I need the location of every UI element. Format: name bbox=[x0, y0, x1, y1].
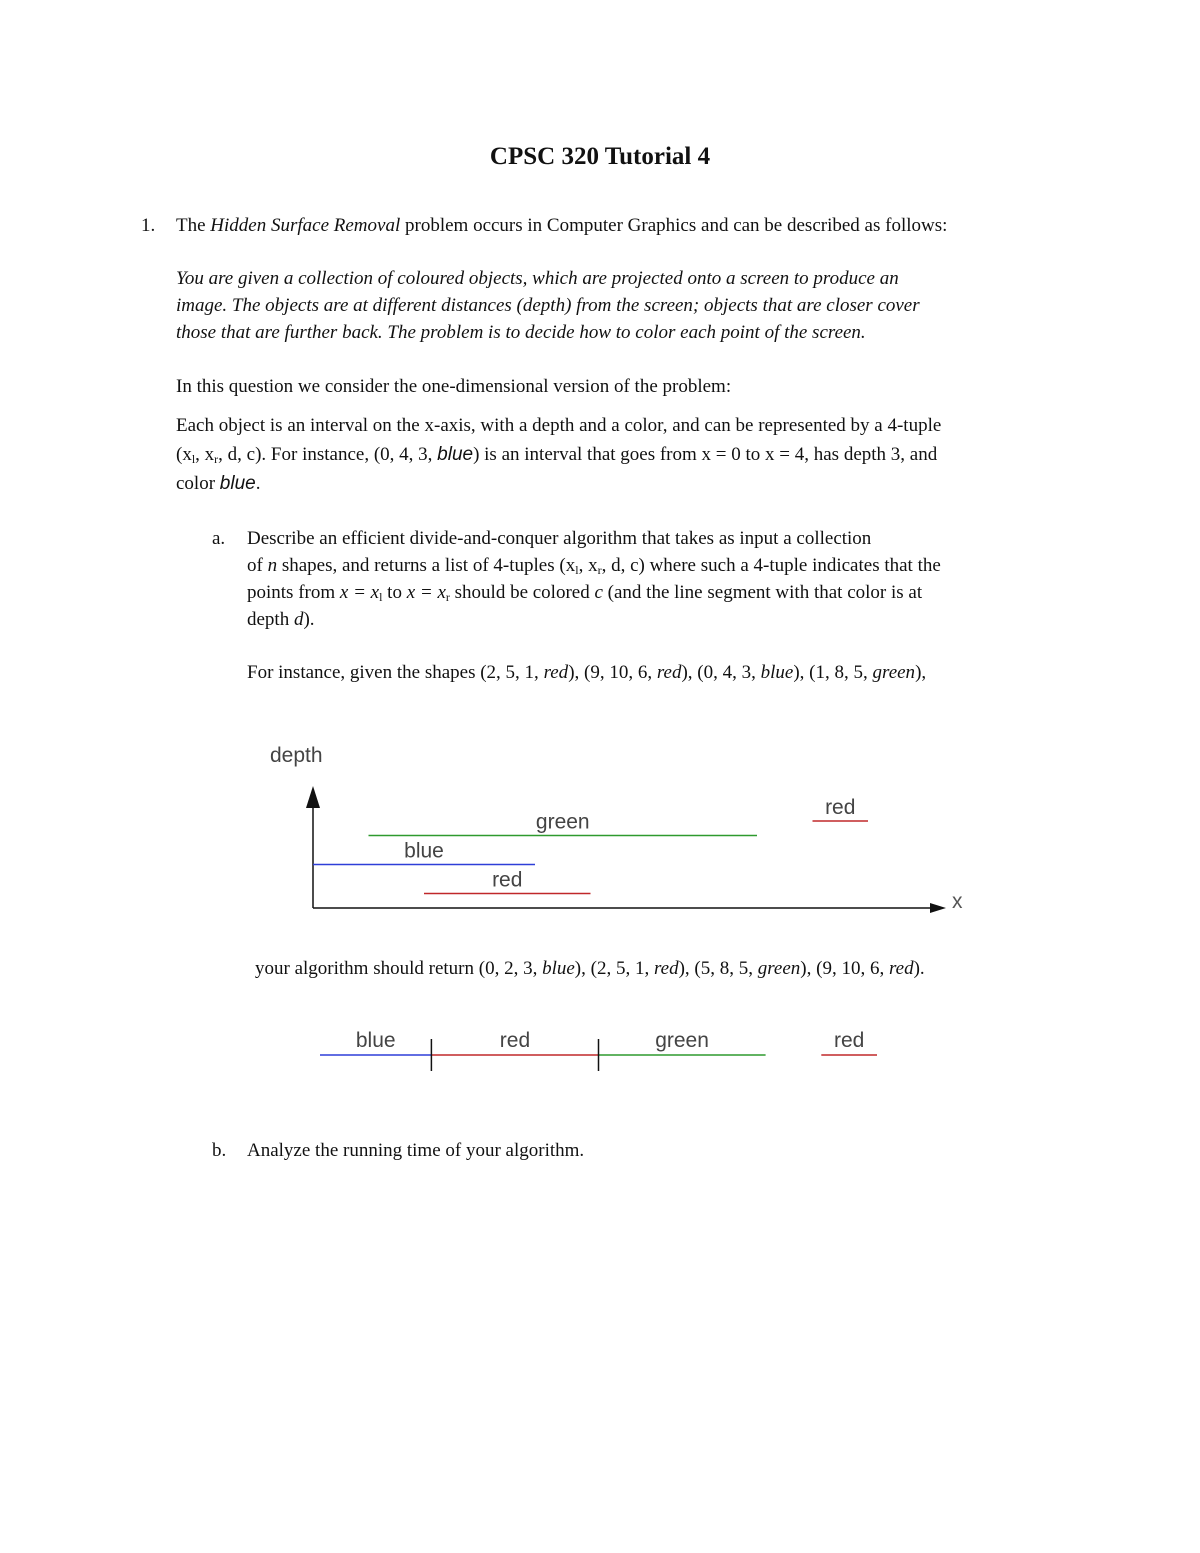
segment-label-red-3: red bbox=[833, 1029, 865, 1052]
part-a-text: Describe an efficient divide-and-conquer algorithm that takes as input a collection of n shapes, and returns a list of 4-tuples ($x_l$, $x_r$, d, c) where such a 4-tuple indicates that the points from $x = x_l$ to $x = x_r$ should be colored c (and the line segment with that color is at depth d). bbox=[247, 528, 941, 630]
page-title: CPSC 320 Tutorial 4 bbox=[489, 143, 711, 170]
problem-description bbox=[176, 265, 1076, 346]
y-axis-arrow bbox=[306, 786, 320, 808]
output-diagram bbox=[0, 1015, 1200, 1085]
x-axis-label: x bbox=[952, 890, 963, 913]
part-b-label: b. bbox=[212, 1140, 227, 1161]
x-axis-arrow bbox=[930, 903, 946, 913]
desc-line: those that are further back. The problem is to decide how to color each point of the screen. bbox=[176, 322, 866, 343]
question-number: 1. bbox=[141, 215, 156, 236]
interval-label-red-0: red bbox=[492, 868, 523, 892]
expected-output: your algorithm should return (0, 2, 3, blue), (2, 5, 1, red), (5, 8, 5, green), (9, 10, 6, red). bbox=[255, 958, 925, 979]
interval-label-blue-2: blue bbox=[404, 839, 444, 863]
desc-line: image. The objects are at different distances (depth) from the screen; objects that are closer cover bbox=[176, 295, 920, 316]
segment-label-green-2: green bbox=[655, 1029, 709, 1052]
part-a-label: a. bbox=[212, 528, 226, 549]
one-dim-intro: In this question we consider the one-dimensional version of the problem: bbox=[176, 376, 732, 397]
example-shapes: For instance, given the shapes (2, 5, 1, red), (9, 10, 6, red), (0, 4, 3, blue), (1, 8, 5, green), bbox=[247, 662, 927, 683]
depth-diagram bbox=[0, 700, 1200, 930]
interval-label-red-1: red bbox=[825, 796, 856, 819]
object-definition: Each object is an interval on the x-axis, with a depth and a color, and can be represented by a 4-tuple ($x_l$, $x_r$, d, c). For instance, (0, 4, 3, blue) is an interval that goes from x = 0 to x = 4, has depth 3, and color blue. bbox=[176, 415, 942, 494]
question-intro: The Hidden Surface Removal problem occurs in Computer Graphics and can be described as follows: bbox=[176, 215, 948, 236]
desc-line: You are given a collection of coloured objects, which are projected onto a screen to produce an bbox=[176, 268, 899, 289]
segment-label-red-1: red bbox=[499, 1029, 531, 1052]
interval-label-green-3: green bbox=[535, 810, 590, 834]
y-axis-label: depth bbox=[270, 744, 323, 767]
segment-label-blue-0: blue bbox=[355, 1029, 396, 1052]
part-b-text: Analyze the running time of your algorithm. bbox=[247, 1140, 585, 1161]
